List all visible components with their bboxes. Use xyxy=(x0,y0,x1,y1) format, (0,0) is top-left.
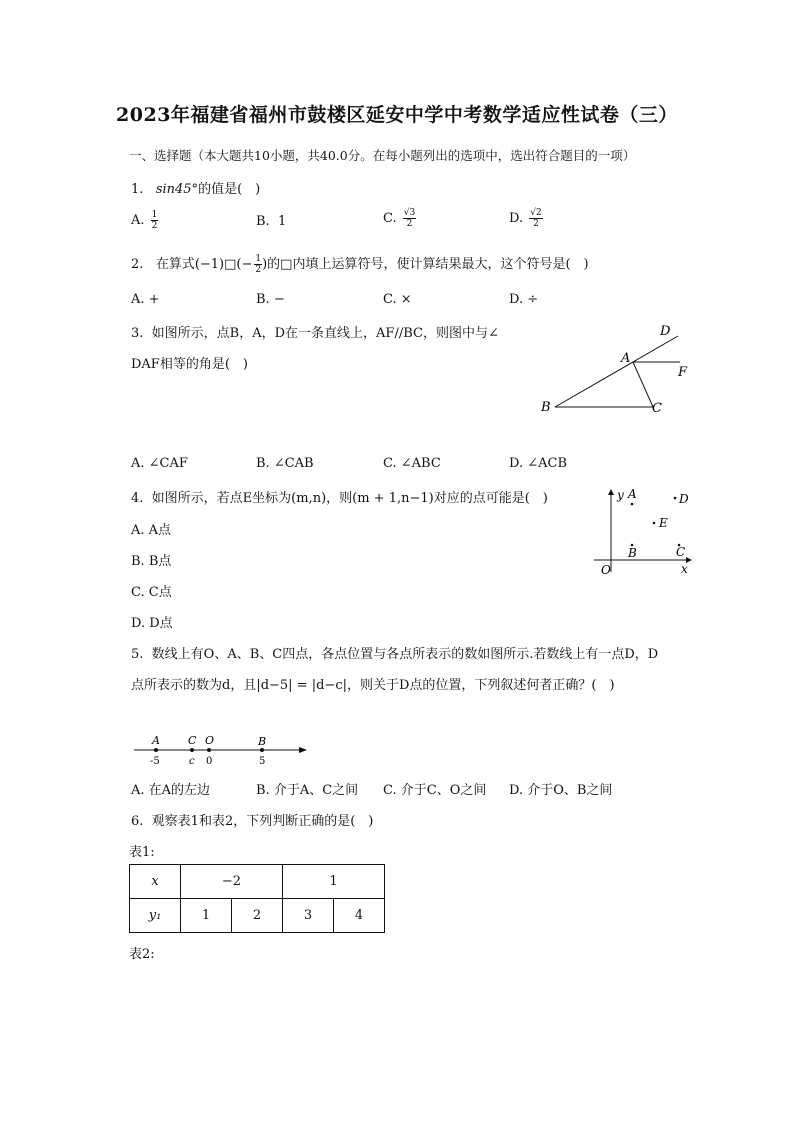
label-o: O xyxy=(205,734,215,747)
q4-option-b[interactable]: B. B点 xyxy=(131,554,172,569)
q1-option-c[interactable]: C. $\frac{√3}{2}$ xyxy=(383,208,416,229)
line-bd xyxy=(555,336,678,407)
point-a xyxy=(154,748,158,752)
q3-option-a[interactable]: A. ∠CAF xyxy=(131,456,188,471)
table-1 xyxy=(129,864,385,933)
q5-number-line xyxy=(128,730,318,770)
question-5-line-1: 5. 数线上有O、A、B、C四点，各点位置与各点所表示的数如图所示.若数线上有一点D，D xyxy=(131,647,659,662)
section-heading: 一、选择题（本大题共10小题，共40.0分。在每小题列出的选项中，选出符合题目的一项） xyxy=(129,148,636,163)
q4-option-d[interactable]: D. D点 xyxy=(131,616,173,631)
label-c: C xyxy=(188,734,197,747)
q5-option-d[interactable]: D. 介于O、B之间 xyxy=(509,783,613,798)
fraction: $\frac{1}{2}$ xyxy=(255,254,262,275)
table-cell: 2 xyxy=(232,899,283,933)
table-cell: y₁ xyxy=(130,899,181,933)
q1-option-a[interactable]: A. $\frac{1}{2}$ xyxy=(131,210,158,231)
q4-coordinate-figure xyxy=(588,484,696,580)
sin-expression: sin45° xyxy=(155,182,199,197)
q5-option-c[interactable]: C. 介于C、O之间 xyxy=(383,783,487,798)
q3-option-d[interactable]: D. ∠ACB xyxy=(509,456,568,471)
point-e xyxy=(653,522,656,525)
q2-option-b[interactable]: B. − xyxy=(256,292,285,307)
value-a: -5 xyxy=(150,756,160,767)
q3-option-c[interactable]: C. ∠ABC xyxy=(383,456,441,471)
label-a: A xyxy=(152,734,160,747)
label-b: B xyxy=(258,735,267,748)
q2-option-c[interactable]: C. × xyxy=(383,292,412,307)
q1-option-d[interactable]: D. $\frac{√2}{2}$ xyxy=(509,208,542,229)
point-b xyxy=(260,748,264,752)
q2-option-d[interactable]: D. ÷ xyxy=(509,292,539,307)
label-b: B xyxy=(628,546,637,560)
table-row xyxy=(130,865,385,899)
question-3-line-2: DAF相等的角是( ) xyxy=(131,357,248,372)
exam-title: 2023年福建省福州市鼓楼区延安中学中考数学适应性试卷（三） xyxy=(116,104,678,126)
table-cell: x xyxy=(130,865,181,899)
label-d: D xyxy=(660,324,671,339)
q1-option-b[interactable]: B. 1 xyxy=(256,214,287,229)
question-6: 6. 观察表1和表2，下列判断正确的是( ) xyxy=(131,814,374,829)
label-o: O xyxy=(601,563,611,577)
table-cell: 1 xyxy=(283,865,385,899)
fraction: $\frac{1}{2}$ xyxy=(151,210,158,231)
label-c: C xyxy=(652,401,662,416)
point-a xyxy=(631,503,634,506)
point-o xyxy=(207,748,211,752)
label-b: B xyxy=(541,400,551,415)
label-a: A xyxy=(628,487,637,501)
table-cell: 1 xyxy=(181,899,232,933)
q5-option-b[interactable]: B. 介于A、C之间 xyxy=(256,783,359,798)
table-cell: 3 xyxy=(283,899,334,933)
label-c: C xyxy=(676,545,686,559)
fraction: $\frac{√2}{2}$ xyxy=(530,208,542,229)
table-cell: −2 xyxy=(181,865,283,899)
question-2: 2. 在算式(−1)□(− $\frac{1}{2}$ )的□内填上运算符号，使计算结果最大，这个符号是( ) xyxy=(131,254,589,275)
table-cell: 4 xyxy=(334,899,385,933)
q4-option-a[interactable]: A. A点 xyxy=(131,523,172,538)
value-c: c xyxy=(189,756,195,767)
q2-option-a[interactable]: A. + xyxy=(131,292,160,307)
value-b: 5 xyxy=(259,756,266,767)
label-e: E xyxy=(659,516,668,530)
label-d: D xyxy=(679,492,689,506)
label-y: y xyxy=(617,488,624,502)
q4-option-c[interactable]: C. C点 xyxy=(131,585,172,600)
point-d xyxy=(674,497,677,500)
value-o: 0 xyxy=(206,756,213,767)
q5-option-a[interactable]: A. 在A的左边 xyxy=(131,783,211,798)
label-a: A xyxy=(621,351,631,366)
question-1: 1. sin45°的值是( ) xyxy=(131,182,261,197)
q3-option-b[interactable]: B. ∠CAB xyxy=(256,456,314,471)
question-5-line-2: 点所表示的数为d，且|d−5| = |d−c|，则关于D点的位置，下列叙述何者正确？( ) xyxy=(131,678,615,693)
label-f: F xyxy=(678,365,688,380)
q3-figure xyxy=(535,318,695,424)
table-row xyxy=(130,899,385,933)
line-ac xyxy=(633,362,653,407)
label-x: x xyxy=(681,562,688,576)
point-c xyxy=(190,748,194,752)
question-4: 4. 如图所示，若点E坐标为(m,n)，则(m + 1,n−1)对应的点可能是( ) xyxy=(131,491,548,506)
fraction: $\frac{√3}{2}$ xyxy=(403,208,416,229)
question-3-line-1: 3. 如图所示，点B，A，D在一条直线上，AF//BC，则图中与∠ xyxy=(131,326,499,341)
table-2-label: 表2: xyxy=(129,947,155,962)
table-1-label: 表1: xyxy=(129,845,155,860)
